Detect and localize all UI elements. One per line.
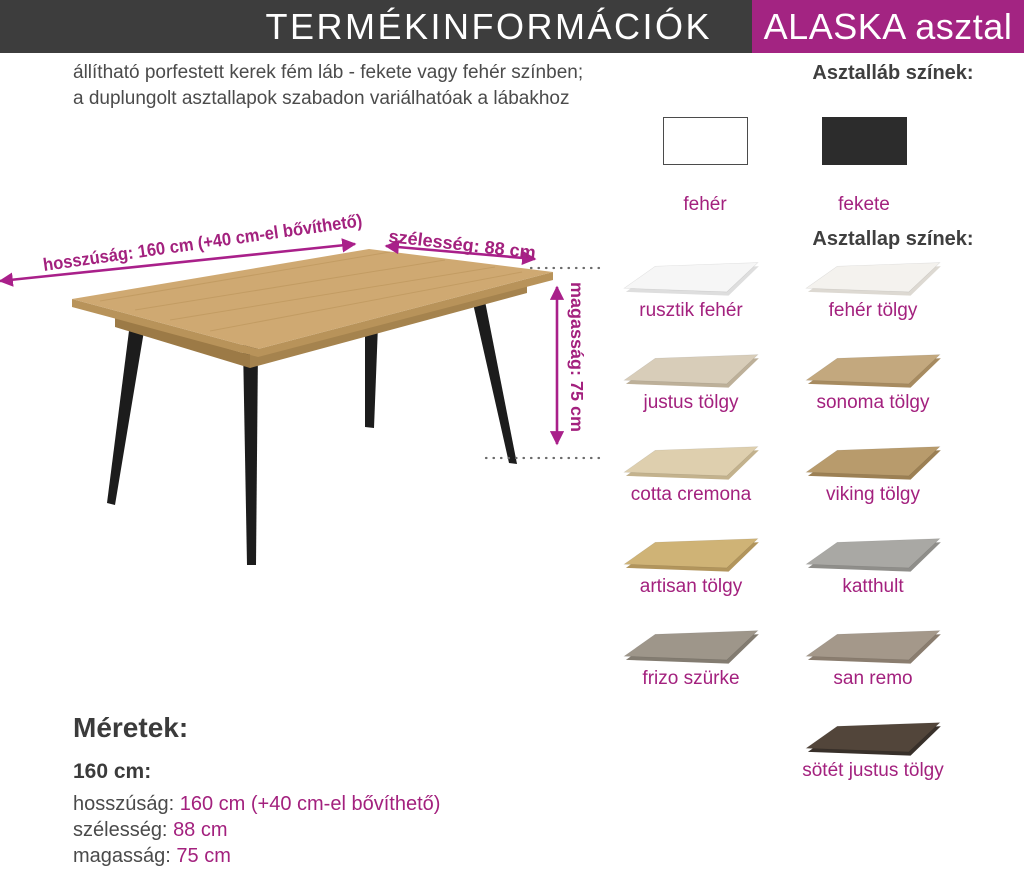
tabletop-swatch-sonoma-tolgy <box>782 350 964 442</box>
leg-color-swatch-black <box>822 117 907 165</box>
tabletop-swatch-label: frizo szürke <box>642 668 740 689</box>
dimension-name: szélesség: <box>73 819 174 841</box>
tabletop-swatch-image <box>800 258 946 302</box>
tabletop-swatch-image <box>800 718 946 762</box>
tabletop-swatch-label: viking tölgy <box>826 484 920 505</box>
tabletop-grid-spacer <box>600 718 782 810</box>
tabletop-swatch-label: sötét justus tölgy <box>802 760 944 781</box>
tabletop-swatch-image <box>800 350 946 394</box>
table-leg-front <box>243 345 258 565</box>
tabletop-swatch-label: rusztik fehér <box>639 300 743 321</box>
dimensions-section <box>73 712 440 869</box>
tabletop-swatch-frizo-szurke <box>600 626 782 718</box>
table-leg-back-left <box>107 323 145 505</box>
page-title: TERMÉKINFORMÁCIÓK <box>265 5 712 47</box>
dimension-row-height <box>73 843 440 869</box>
table-leg-right <box>472 299 517 464</box>
dimension-name: hosszúság: <box>73 793 180 815</box>
description-line-2: a duplungolt asztallapok szabadon variálhatóak a lábakhoz <box>73 88 570 109</box>
dimension-value: 75 cm <box>176 845 231 867</box>
tabletop-swatch-label: fehér tölgy <box>828 300 918 321</box>
tabletop-swatch-label: sonoma tölgy <box>816 392 930 413</box>
dimension-value: 88 cm <box>173 819 228 841</box>
tabletop-color-grid <box>600 258 964 810</box>
height-dimension-label: magasság: 75 cm <box>567 282 587 428</box>
leg-colors-title: Asztalláb színek: <box>812 62 974 84</box>
tabletop-swatch-image <box>618 626 764 670</box>
tabletop-swatch-image <box>618 258 764 302</box>
dimension-row-length <box>73 791 440 817</box>
leg-color-label-black: fekete <box>838 194 890 215</box>
tabletop-swatch-label: artisan tölgy <box>639 576 743 597</box>
tabletop-swatch-label: cotta cremona <box>630 484 752 505</box>
dimension-value: 160 cm (+40 cm-el bővíthető) <box>179 793 441 815</box>
length-dimension-label: hosszúság: 160 cm (+40 cm-el bővíthető) <box>41 206 392 275</box>
width-dimension-label: szélesség: 88 cm <box>387 226 536 263</box>
tabletop-swatch-feher-tolgy <box>782 258 964 350</box>
tabletop-swatch-justus-tolgy <box>600 350 782 442</box>
tabletop-swatch-label: katthult <box>842 576 904 597</box>
tabletop-swatch-image <box>800 534 946 578</box>
tabletop-swatch-sotet-justus-tolgy <box>782 718 964 810</box>
table-leg-back-right <box>365 323 378 428</box>
dimensions-size-heading: 160 cm: <box>73 760 152 783</box>
description-line-1: állítható porfestett kerek fém láb - fekete vagy fehér színben; <box>73 62 584 83</box>
tabletop-swatch-label: san remo <box>833 668 913 689</box>
tabletop-swatch-artisan-tolgy <box>600 534 782 626</box>
dimension-row-width <box>73 817 440 843</box>
tabletop-swatch-rusztik-feher <box>600 258 782 350</box>
tabletop-swatch-viking-tolgy <box>782 442 964 534</box>
tabletop-swatch-image <box>800 626 946 670</box>
tabletop-swatch-image <box>618 442 764 486</box>
leg-color-swatch-white <box>663 117 748 165</box>
tabletop-swatch-image <box>618 534 764 578</box>
tabletop-swatch-katthult <box>782 534 964 626</box>
tabletop-swatch-san-remo <box>782 626 964 718</box>
tabletop-swatch-label: justus tölgy <box>643 392 739 413</box>
tabletop-swatch-cotta-cremona <box>600 442 782 534</box>
tabletop-swatch-image <box>800 442 946 486</box>
tabletop-swatch-image <box>618 350 764 394</box>
dimension-name: magasság: <box>73 845 177 867</box>
dimensions-title: Méretek: <box>73 712 189 743</box>
leg-color-label-white: fehér <box>683 194 727 215</box>
tabletop-colors-title: Asztallap színek: <box>812 228 974 250</box>
product-name: ALASKA asztal <box>763 5 1013 47</box>
